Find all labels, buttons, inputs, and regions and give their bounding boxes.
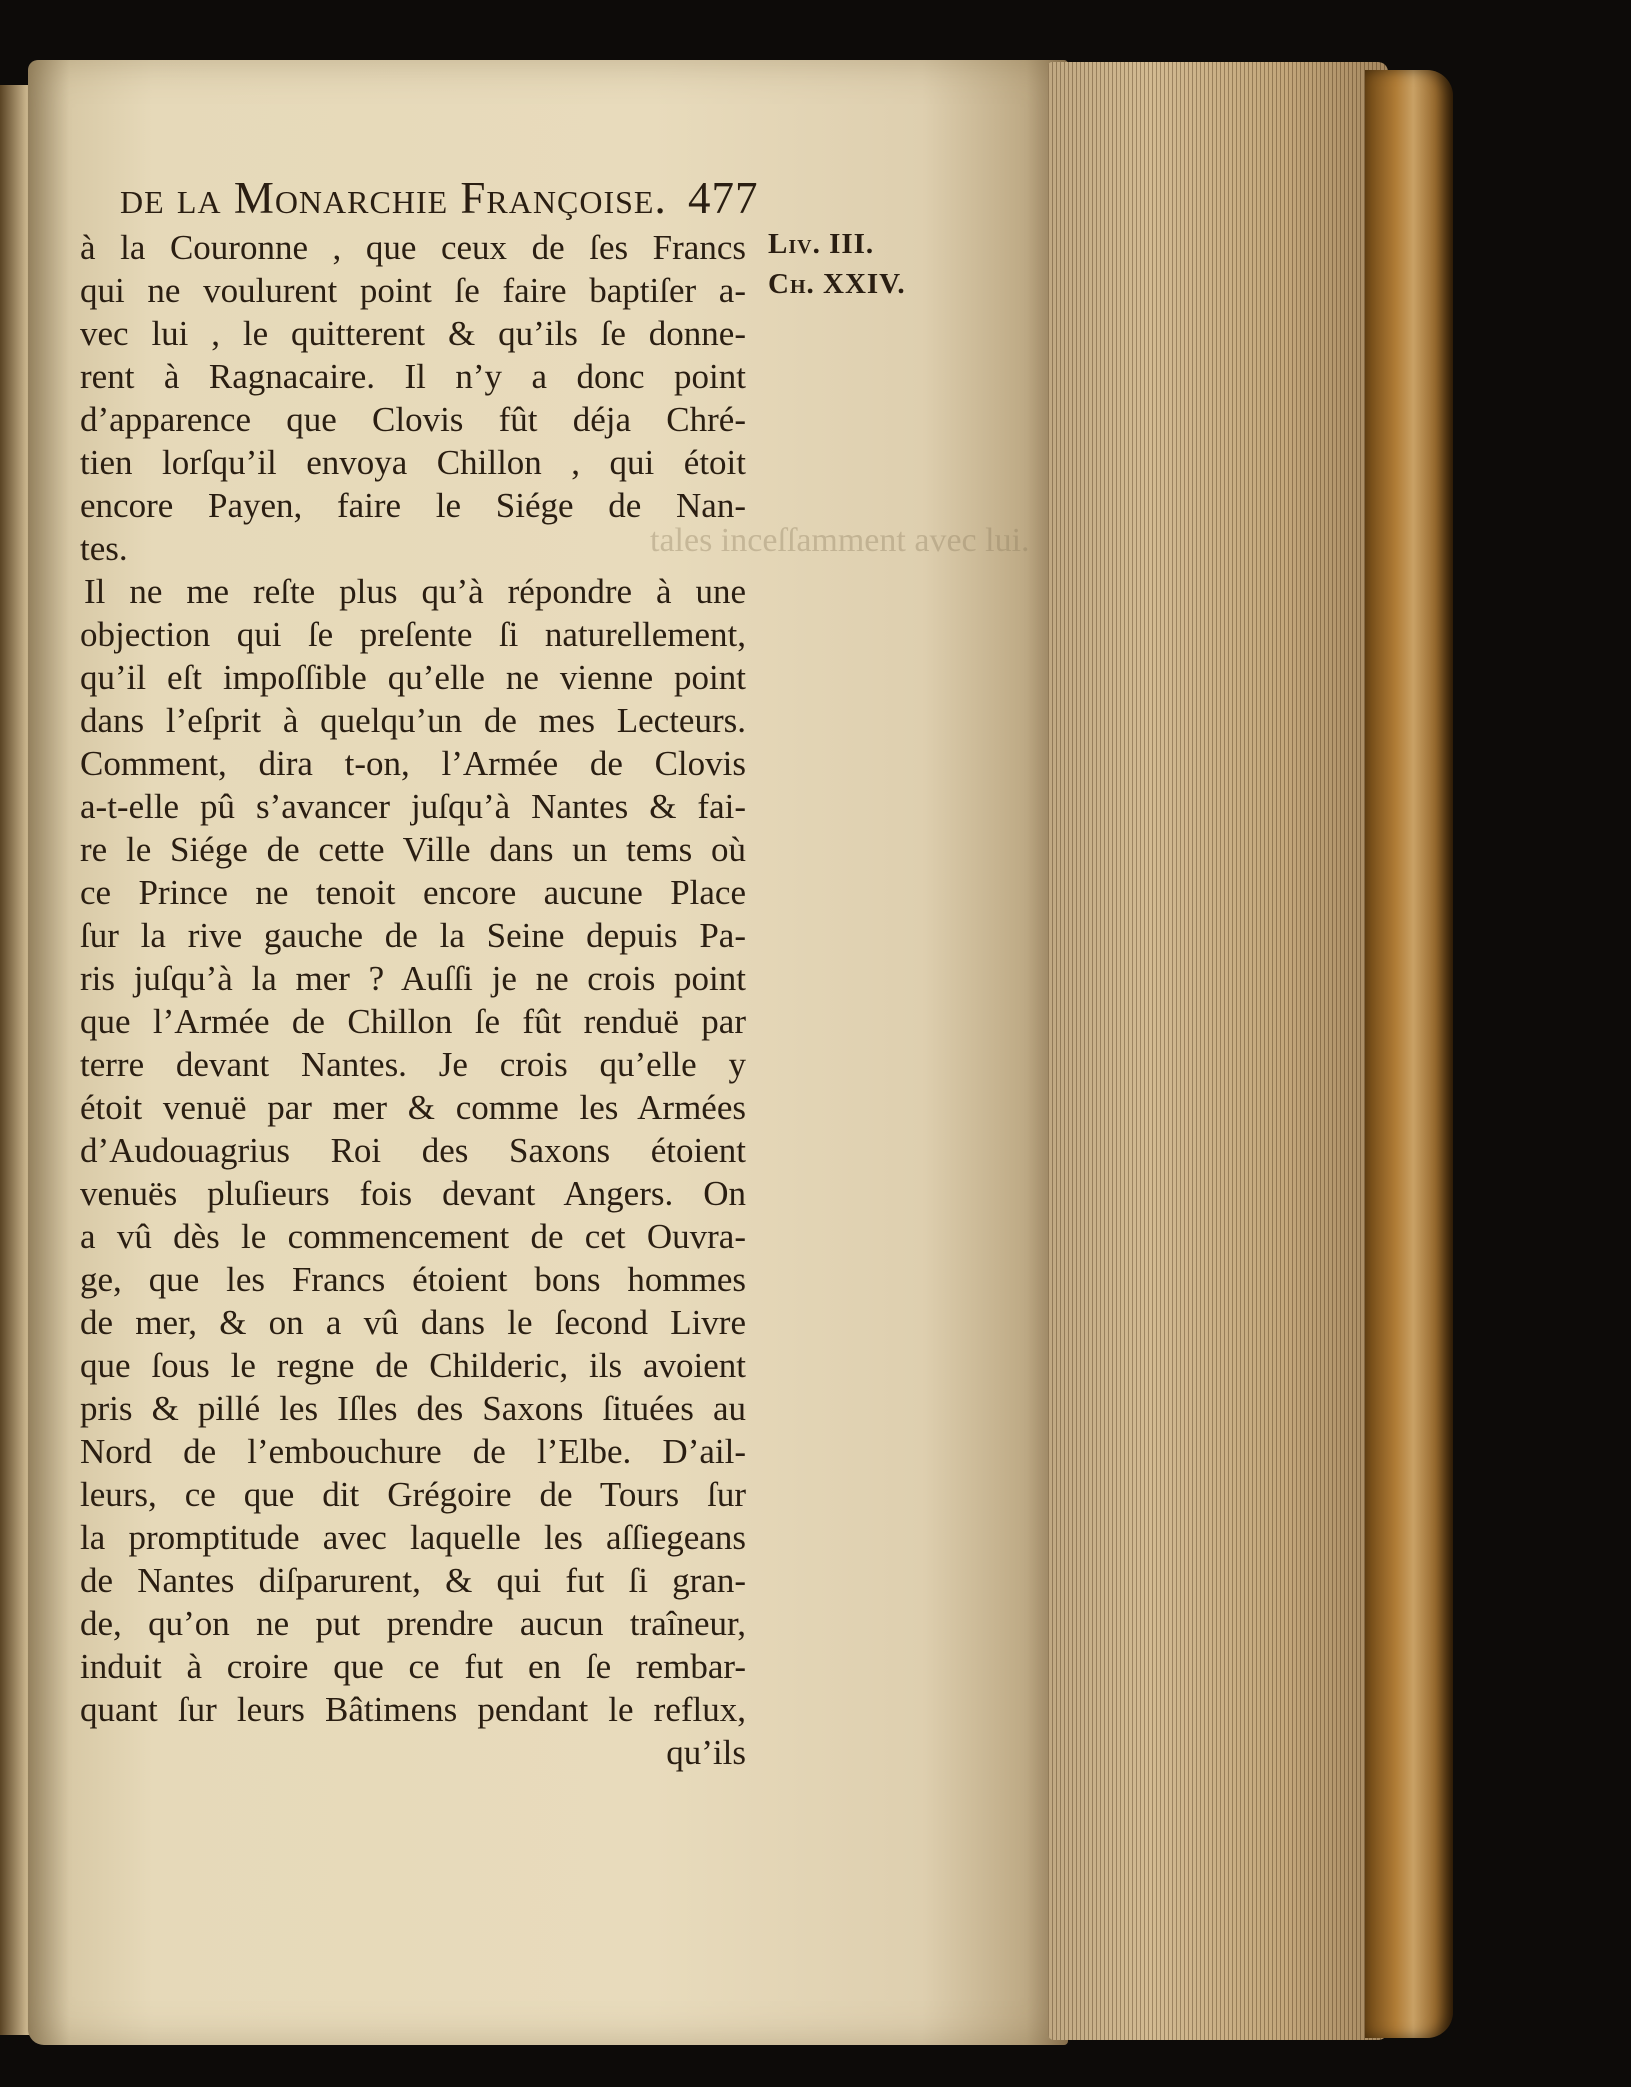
text-line: leurs, ce que dit Grégoire de Tours ſur	[80, 1475, 746, 1514]
text-line: venuës pluſieurs fois devant Angers. On	[80, 1174, 746, 1213]
text-line: la promptitude avec laquelle les aſſiegeans	[80, 1518, 746, 1557]
text-line: quant ſur leurs Bâtimens pendant le reflux,	[80, 1690, 746, 1729]
running-head	[120, 172, 760, 224]
text-line: que ſous le regne de Childeric, ils avoient	[80, 1346, 746, 1385]
text-line: terre devant Nantes. Je crois qu’elle y	[80, 1045, 746, 1084]
text-line: ce Prince ne tenoit encore aucune Place	[80, 873, 746, 912]
text-line: Nord de l’embouchure de l’Elbe. D’ail-	[80, 1432, 746, 1471]
text-line: qu’il eſt impoſſible qu’elle ne vienne point	[80, 658, 746, 697]
margin-note-livre: Liv. III.	[768, 228, 875, 260]
book-spine	[1365, 70, 1453, 2038]
margin-note-chapitre: Ch. XXIV.	[768, 268, 906, 300]
text-line: de, qu’on ne put prendre aucun traîneur,	[80, 1604, 746, 1643]
text-line: tien lorſqu’il envoya Chillon , qui étoit	[80, 443, 746, 482]
text-line: re le Siége de cette Ville dans un tems où	[80, 830, 746, 869]
text-line: de mer, & on a vû dans le ſecond Livre	[80, 1303, 746, 1342]
text-line: pris & pillé les Iſles des Saxons ſituées au	[80, 1389, 746, 1428]
text-line: a vû dès le commencement de cet Ouvra-	[80, 1217, 746, 1256]
page-number: 477	[688, 173, 759, 223]
running-head-title: de la Monarchie Françoise.	[120, 173, 667, 223]
text-line: tes.	[80, 529, 128, 568]
text-line: ris juſqu’à la mer ? Auſſi je ne crois point	[80, 959, 746, 998]
text-line: d’Audouagrius Roi des Saxons étoient	[80, 1131, 746, 1170]
text-line: ge, que les Francs étoient bons hommes	[80, 1260, 746, 1299]
page-edges	[1048, 62, 1388, 2040]
text-line: ſur la rive gauche de la Seine depuis Pa-	[80, 916, 746, 955]
bleed-through-text: tales inceſſamment avec lui.	[650, 522, 1030, 559]
text-line: vec lui , le quitterent & qu’ils ſe donne-	[80, 314, 746, 353]
text-line: induit à croire que ce fut en ſe rembar-	[80, 1647, 746, 1686]
text-line: de Nantes diſparurent, & qui fut ſi gran-	[80, 1561, 746, 1600]
text-line: qui ne voulurent point ſe faire baptiſer a-	[80, 271, 746, 310]
text-line: encore Payen, faire le Siége de Nan-	[80, 486, 746, 525]
text-line: objection qui ſe preſente ſi naturellement,	[80, 615, 746, 654]
text-line: étoit venuë par mer & comme les Armées	[80, 1088, 746, 1127]
text-line: à la Couronne , que ceux de ſes Francs	[80, 228, 746, 267]
text-line: a-t-elle pû s’avancer juſqu’à Nantes & fai-	[80, 787, 746, 826]
text-line: Il ne me reſte plus qu’à répondre à une	[84, 572, 746, 611]
text-line: d’apparence que Clovis fût déja Chré-	[80, 400, 746, 439]
text-line: Comment, dira t-on, l’Armée de Clovis	[80, 744, 746, 783]
text-line: rent à Ragnacaire. Il n’y a donc point	[80, 357, 746, 396]
catchword: qu’ils	[666, 1733, 746, 1772]
body-text	[80, 226, 746, 1774]
text-line: dans l’eſprit à quelqu’un de mes Lecteurs.	[80, 701, 746, 740]
text-line: que l’Armée de Chillon ſe fût renduë par	[80, 1002, 746, 1041]
